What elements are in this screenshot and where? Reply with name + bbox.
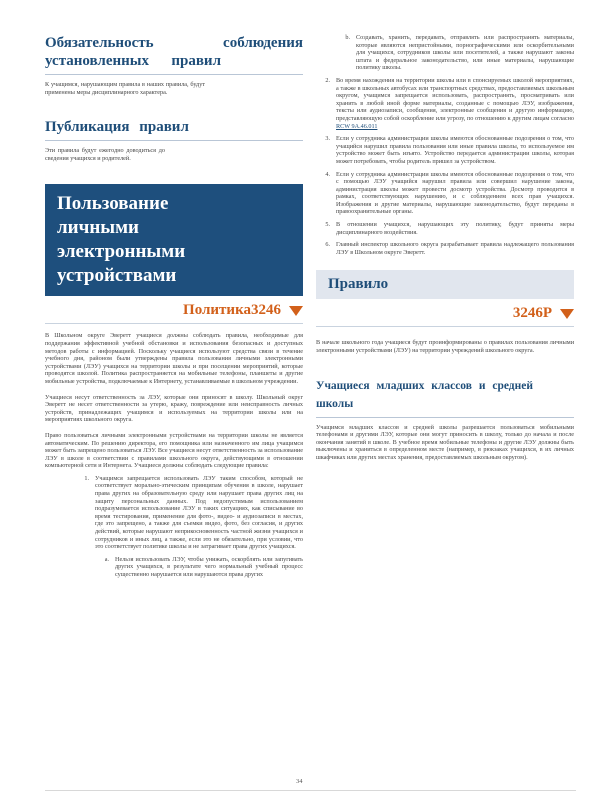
- list-item: [316, 241, 574, 256]
- devices-banner: [45, 184, 303, 296]
- list-item-number: 1.: [84, 474, 89, 482]
- footer-divider: [45, 790, 576, 791]
- publication-heading: Публикация правил: [45, 119, 189, 136]
- rules-list-continued: [316, 34, 574, 256]
- divider: [316, 417, 574, 418]
- sublist-item: [95, 556, 303, 579]
- sublist-item: [336, 34, 574, 72]
- rcw-link[interactable]: RCW 9A.46.011: [336, 122, 378, 130]
- list-item: [316, 171, 574, 217]
- sublist-item-letter: a.: [104, 555, 109, 563]
- left-column: [45, 34, 303, 579]
- list-item: [75, 475, 303, 551]
- list-item-text: Если у сотрудника администрации школы имеются обоснованные подозрения о том, что с помощью ЛЭУ учащийся нарушил правила или совершил нарушение закона, администрация школы может провести досмотр устройства. Досмотр проводится в рамках, соответствующих нарушению, и с соблюдением всех прав учащихся. Изображения и другие материалы, нарушающие законодательство, будут переданы в правоохранительные органы.: [336, 170, 574, 216]
- devices-banner-line2: электронными устройствами: [57, 241, 186, 287]
- rule-banner: Правило: [316, 270, 574, 299]
- paragraph-3: Право пользоваться личными электронными устройствами на территории школы не является автоматическим. По решению директора, его помощника или назначенного им лица учащимся может быть запрещено пользоваться ЛЭУ. Все учащиеся несут ответственность за использование ЛЭУ в школе в соответствии с правилами школьного округа, действующими в отношении компьютерной сети и Интернета. Учащиеся должны соблюдать следующие правила:: [45, 431, 303, 470]
- rule-number: 3246Р: [512, 305, 552, 322]
- paragraph-1: В Школьном округе Эверетт учащиеся должны соблюдать правила, необходимые для поддержания эффективной учебной обстановки и использования безопасных и доступных методов работы с информацией. Поскольку учащиеся используют средства связи в течение учебного дня, районом были утверждены правила пользования личными электронными устройствами (ЛЭУ) учащихся на территории школы и при посещении мероприятий, которые проводятся школой. Политика распространяется на мобильные телефоны, планшеты и другие мобильные устройства, подключаемые к Интернету, устанавливаемые в школьном учреждении.: [45, 332, 303, 385]
- sublist-item-text: Нельзя использовать ЛЭУ, чтобы унижать, оскорблять или запугивать других учащихся, в результате чего нормальный учебный процесс существенно нарушается или нарушаются права других: [115, 555, 303, 578]
- page-number: 34: [296, 778, 303, 785]
- list-item-text: Учащимся запрещается использовать ЛЭУ таким способом, который не соответствует морально-этическим принципам обучения в школе, нарушает права других на образовательную среду или нарушает права других лиц на защиту персональных данных. Под недопустимым использованием подразумевается использование ЛЭУ в таких ситуациях, как списывание во время тестирования, применение для фото-, видео- и аудиозаписи в местах, где это запрещено, а также для съемки видео, фото, без согласия, и других действий, которые нарушают неприкосновенность частной жизни учащихся и сотрудников и иных лиц, а также, если это не обязательно, при условии, что это соответствует политике школы и не затрагивает права других учащихся.: [95, 474, 303, 551]
- list-item-number: 3.: [325, 135, 330, 143]
- sublist-item-text: Создавать, хранить, передавать, отправлять или распространять материалы, которые являются непристойными, порнографическими или оскорбительными для учащихся, сотрудников школы или посетителей, а также нарушают законы штата и федеральное законодательство, или иные материалы, нарушающие политику школы.: [356, 34, 574, 72]
- list-item-text-body: Во время нахождения на территории школы или в спонсируемых школой мероприятиях, а также в школьных автобусах или транспортных средствах, предоставляемых школьным округом, учащимся запрещается использовать, распространять, просматривать или хранить в любой иной форме материалы, созданные с помощью ЛЭУ, изображения, тексты или аудиозаписи, сообщения, электронные сообщения и другую информацию, представляющую собой оскорбление или угрозу, по отношению к другим лицам согласно: [336, 76, 574, 122]
- obligation-heading-line2: установленных правил: [45, 53, 221, 69]
- divider: [45, 74, 303, 75]
- devices-banner-line1: Пользование личными: [57, 193, 169, 239]
- section-heading: Учащиеся младших классов и средней школы: [316, 379, 533, 410]
- list-item-text: В отношении учащихся, нарушающих эту политику, будут приняты меры дисциплинарного воздействия.: [336, 221, 574, 236]
- list-item-number: 4.: [325, 170, 330, 178]
- obligation-text: К учащимся, нарушающим правила в наших правила, будут применены меры дисциплинарного характера.: [45, 81, 205, 96]
- paragraph-2: Учащиеся несут ответственность за ЛЭУ, которые они приносят в школу. Школьный округ Эверетт не несет ответственности за утерю, кражу, повреждение или неисправность личных устройств, принадлежащих учащимся и используемых на территории школы или на мероприятиях школьного округа.: [45, 393, 303, 424]
- publication-text: Эти правила будут ежегодно доводиться до сведения учащихся и родителей.: [45, 147, 165, 162]
- list-item-number: 6.: [325, 241, 330, 249]
- list-item-text: Если у сотрудника администрации школы имеются обоснованные подозрения о том, что учащийся нарушил правила пользования или иные правила школы, то используемое им устройство может быть изъято. Устройство передается администрации школы, которая может потребовать, чтобы родитель пришел за устройством.: [336, 135, 574, 165]
- list-item: [316, 77, 574, 130]
- rules-list: [75, 475, 303, 579]
- policy-label-row: [45, 296, 303, 324]
- sublist-item-letter: b.: [345, 34, 350, 41]
- list-item: [316, 221, 574, 236]
- list-item-text: Главный инспектор школьного округа разрабатывает правила надлежащего пользования ЛЭУ в Школьном округе Эверетт.: [336, 241, 574, 256]
- obligation-heading: [45, 34, 303, 70]
- list-item-number: 2.: [325, 76, 330, 84]
- policy-number: Политика3246: [183, 302, 281, 319]
- list-item-text: [336, 77, 574, 130]
- triangle-down-icon: [560, 309, 574, 319]
- right-column: [316, 34, 574, 462]
- divider: [45, 140, 303, 141]
- obligation-heading-line1: Обязательность соблюдения: [45, 35, 303, 51]
- rule-text: В начале школьного года учащиеся будут проинформированы о правилах пользования личными электронными устройствами (ЛЭУ) на территории учреждений школьного округа.: [316, 339, 574, 355]
- rule-label-row: [316, 299, 574, 327]
- list-item: [316, 135, 574, 165]
- section-text: Учащимся младших классов и средней школы разрешается пользоваться мобильными телефонами и другими ЛЭУ, которые они могут приносить в школу, только до начала и после окончания занятий в школе. В учебное время мобильные телефоны и другие ЛЭУ должны быть выключены и храниться в определенном месте (например, в рюкзаках учащихся, в их личных шкафчиках или других местах хранения, предоставляемых школьным округом).: [316, 423, 574, 461]
- list-item-number: 5.: [325, 221, 330, 229]
- triangle-down-icon: [289, 306, 303, 316]
